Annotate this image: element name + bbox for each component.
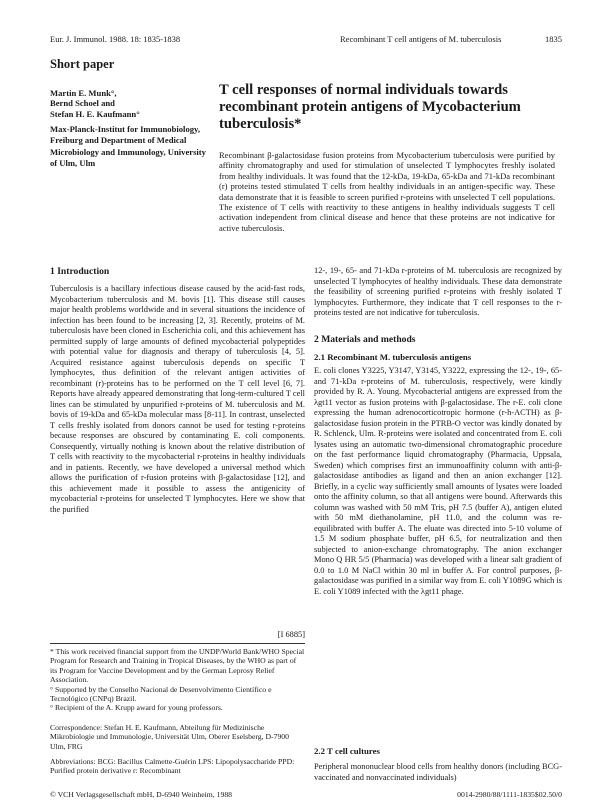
author-name: Martin E. Munk°, [50, 88, 117, 98]
authors-block [50, 88, 210, 119]
subsection-heading-t-cell-cultures: 2.2 T cell cultures [314, 746, 380, 756]
paper-title: T cell responses of normal individuals towards recombinant protein antigens of Mycobacterium tuberculosis* [219, 82, 521, 132]
article-code: 0014-2980/88/1111-1835$02.50/0 [457, 790, 562, 799]
publisher-line: © VCH Verlagsgesellschaft mbH, D-6940 Weinheim, 1988 [50, 790, 233, 799]
footnote-divider [50, 643, 305, 644]
page-number: 1835 [545, 34, 562, 44]
author-name: Stefan H. E. Kaufmann° [50, 108, 140, 119]
introduction-text: Tuberculosis is a bacillary infectious disease caused by the acid-fast rods, Mycobacterium tuberculosis and M. bovis [1]. This disease still causes major health problems worldwide and in several situations the incidence of infection has been found to be increasing [2, 3]. Recently, proteins of M. tuberculosis have been cloned in Escherichia coli, and this achievement has permitted supply of large amounts of defined mycobacterial polypeptides with potential value for diagnosis and therapy of tuberculosis [4, 5]. Acquired resistance against tuberculosis depends on specific T lymphocytes, thus definition of the relevant antigen activities of recombinant (r)-proteins has to be performed on the T cell level [6, 7]. Reports have already appeared demonstrating that long-term-cultured T cell lines can be stimulated by unpurified r-proteins of M. tuberculosis and M. bovis of 19-kDa and 65-kDa molecular mass [8-11]. In contrast, unselected T cells freshly isolated from donors cannot be used for testing r-proteins because responses are obscured by contaminating E. coli components. Consequently, virtually nothing is known about the relative distribution of T cells with reactivity to the mycobacterial r-proteins in healthy individuals and in patients. Recently, we have developed a universal method which allows the purification of r-fusion proteins with β-galactosidase [12], and this achievement made it possible to assess the antigenicity of mycobacterial r-proteins for unselected T lymphocytes. Here we show that the purified [50, 284, 305, 514]
author-name: Bernd Schoel and [50, 98, 115, 109]
abstract: Recombinant β-galactosidase fusion proteins from Mycobacterium tuberculosis were purified by affinity chromatography and used for stimulation of unselected T lymphocytes freshly isolated from healthy individuals. It was found that the 12-kDa, 19-kDa, 65-kDa and 71-kDa recombinant (r) proteins tested stimulated T cells from healthy individuals in an antigen-specific way. These data demonstrate that it is feasible to screen purified r-proteins with unselected T cell populations. The existence of T cells with reactivity to these antigens in healthy individuals suggests T cell activation independent from clinical disease and hence that these proteins are not indicative for active tuberculosis. [219, 150, 555, 233]
journal-citation: Eur. J. Immunol. 1988. 18: 1835-1838 [50, 34, 181, 44]
footnote: ° Recipient of the A. Krupp award for young professors. [50, 703, 223, 713]
section-heading-methods: 2 Materials and methods [314, 334, 416, 345]
footnote: * This work received financial support from the UNDP/World Bank/WHO Special Program for Research and Training in Tropical Diseases, by the WHO as part of its Program for Vaccine Development and by the German Leprosy Relief Association. [50, 647, 305, 685]
footnote: ° Supported by the Conselho Nacional de Desenvolvimento Científico e Tecnológico (CNPq) Brazil. [50, 684, 272, 704]
section-heading-introduction: 1 Introduction [50, 266, 110, 277]
correspondence: Correspondence: Stefan H. E. Kaufmann, Abteilung für Medizinische Mikrobiologie und Immunologie, Universität Ulm, Oberer Eselsberg, D-7900 Ulm, FRG [50, 723, 289, 751]
methods-antigens-text: E. coli clones Y3225, Y3147, Y3145, Y3222, expressing the 12-, 19-, 65- and 71-kDa r-proteins of M. tuberculosis, respectively, were kindly provided by R. A. Young. Mycobacterial antigens are expressed from the λgt11 vector as fusion proteins with β-galactosidase. The r-E. coli clone expressing the human adrenocorticotropic hormone (r-h-ACTH) as β-galactosidase fusion protein in the PTRB-O vector was kindly donated by R. Schlenck, Ulm. R-proteins were isolated and concentrated from E. coli lysates using an automatic two-dimensional chromatographic procedure on the fast performance liquid chromatography (Pharmacia, Uppsala, Sweden) which comprises first an immunoaffinity column with anti-β-galactosidase antibodies as ligand and then an anion exchanger [12]. Briefly, in a cyclic way sufficiently small amounts of lysates were loaded onto the affinity column, so that all antigens were bound. Afterwards this column was washed with 50 mM Tris, pH 7.5 (buffer A), antigen eluted with 50 mM diethanolamine, pH 11.0, and the column was re-equilibrated with buffer A. The eluate was directed into 5-10 volume of 1.5 M sodium phosphate buffer, pH 6.5, for neutralization and then subjected to anion-exchange chromatography. The anion exchanger Mono Q HR 5/5 (Pharmacia) was developed with a linear salt gradient of 0.0 to 1.0 M NaCl within 30 ml in buffer A. For control purposes, β-galactosidase was purified in a similar way from E. coli Y1089G which is E. coli Y1089 infected with the λgt11 phage. [314, 366, 562, 596]
affiliation: Max-Planck-Institut for Immunobiology, Freiburg and Department of Medical Microbiology and Immunology, University of Ulm, Ulm [50, 124, 206, 169]
section-label: Short paper [50, 57, 115, 71]
footnotes [50, 647, 305, 713]
abbreviations: Abbreviations: BCG: Bacillus Calmette-Guérin LPS: Lipopolysaccharide PPD: Purified protein derivative r: Recombinant [50, 757, 295, 776]
running-title: Recombinant T cell antigens of M. tuberculosis [340, 34, 502, 44]
manuscript-code: [I 6885] [277, 630, 305, 639]
methods-t-cell-text: Peripheral mononuclear blood cells from healthy donors (including BCG-vaccinated and nonvaccinated individuals) [314, 762, 562, 782]
subsection-heading-antigens: 2.1 Recombinant M. tuberculosis antigens [314, 352, 472, 362]
introduction-continued: 12-, 19-, 65- and 71-kDa r-proteins of M. tuberculosis are recognized by unselected T lymphocytes of healthy individuals. These data demonstrate the feasibility of screening purified r-proteins with freshly isolated T lymphocytes. Furthermore, they indicate that T cell responses to the r-proteins tested are not indicative for tuberculosis. [314, 266, 562, 317]
